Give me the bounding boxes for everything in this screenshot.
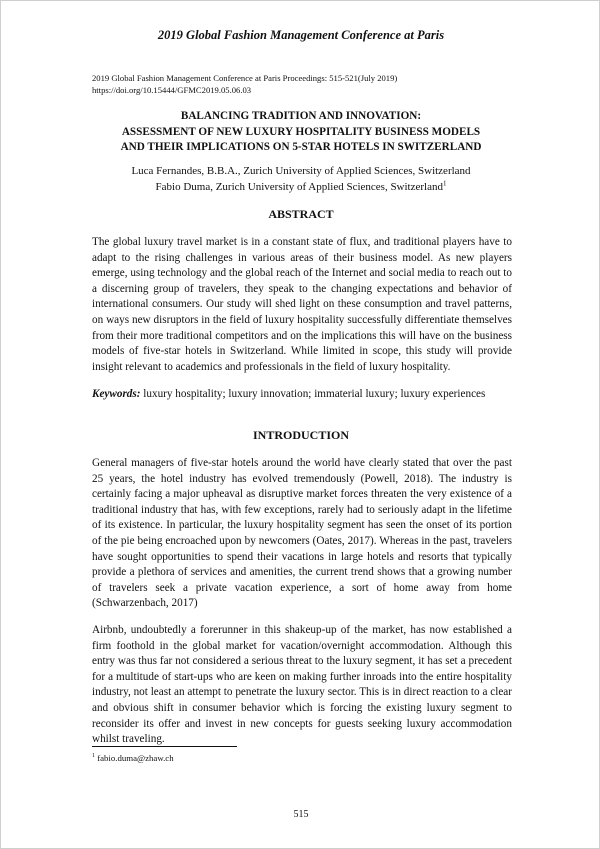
intro-paragraph-2: Airbnb, undoubtedly a forerunner in this shakeup-up of the market, has now established a firm foothold in the global market for vacation/overnight accommodation. Although this entry was thus far not considered a serious threat to the luxury segment, it has set a precedent for a multitude of start-ups who are keen on making further inroads into the entire hospitality industry, not least an attempt to penetrate the luxury sector. This is in direct reaction to a clear and obvious shift in consumer behavior which is forcing the existing luxury segment to reconsider its offer and invest in new concepts for guests seeking luxury accommodation whilst traveling. xyxy=(92,624,512,746)
footnote xyxy=(92,753,174,763)
author-list xyxy=(61,164,541,195)
abstract-text: The global luxury travel market is in a constant state of flux, and traditional players have to adapt to the rising challenges in various areas of their business model. As new players emerge, using technology and the global reach of the Internet and social media to reach out to a discerning group of travelers, they speak to the changing expectations and behavior of international consumers. Our study will shed light on these consumption and travel patterns, on ways new disruptors in the field of luxury hospitality successfully differentiate themselves from their more traditional competitors and on the implications this will have on the business models of five-star hotels in Switzerland. While limited in scope, this study will provide insight relevant to academics and professionals in the field of luxury hospitality. xyxy=(92,236,512,373)
keywords-paragraph xyxy=(92,387,512,403)
citation-doi: https://doi.org/10.15444/GFMC2019.05.06.03 xyxy=(92,84,252,95)
footnote-marker: 1 xyxy=(442,178,447,187)
paper-title xyxy=(61,109,541,156)
title-line-3: AND THEIR IMPLICATIONS ON 5-STAR HOTELS IN SWITZERLAND xyxy=(120,141,482,153)
title-line-1: BALANCING TRADITION AND INNOVATION: xyxy=(180,110,422,122)
abstract-heading: ABSTRACT xyxy=(268,207,334,221)
author-2: Fabio Duma, Zurich University of Applied Sciences, Switzerland xyxy=(155,180,443,193)
title-line-2: ASSESSMENT OF NEW LUXURY HOSPITALITY BUSINESS MODELS xyxy=(121,125,481,138)
footnote-email: fabio.duma@zhaw.ch xyxy=(95,753,174,763)
intro-paragraph-1: General managers of five-star hotels around the world have clearly stated that over the past 25 years, the hotel industry has evolved tremendously (Powell, 2018). The industry is certainly facing a major upheaval as disruptive market forces threaten the very existence of a traditional industry that has, with few exceptions, rarely had to seriously adapt in the lifetime of its existence. In particular, the luxury hospitality segment has seen the onset of its portion of the pie being encroached upon by newcomers (Oates, 2017). Whereas in the past, travelers have sought opportunities to spend their vacations in large hotels and resorts that typically provide a plethora of services and amenities, the current trend shows that a growing number of travelers seek a private vacation experience, a sort of home away from home (Schwarzenbach, 2017) xyxy=(92,457,512,610)
footnote-number: 1 xyxy=(92,753,95,760)
author-1: Luca Fernandes, B.B.A., Zurich University of Applied Sciences, Switzerland xyxy=(131,165,471,177)
citation-block xyxy=(92,73,512,96)
keywords-text: luxury hospitality; luxury innovation; immaterial luxury; luxury experiences xyxy=(140,388,486,400)
footnote-divider xyxy=(92,746,237,747)
running-head: 2019 Global Fashion Management Conference at Paris xyxy=(157,28,445,42)
keywords-label: Keywords: xyxy=(92,388,141,400)
introduction-heading: INTRODUCTION xyxy=(252,428,349,442)
citation-proceedings: 2019 Global Fashion Management Conference at Paris Proceedings: 515-521(July 2019) xyxy=(92,73,398,83)
page-number: 515 xyxy=(293,809,309,820)
author-2-line xyxy=(61,180,541,196)
